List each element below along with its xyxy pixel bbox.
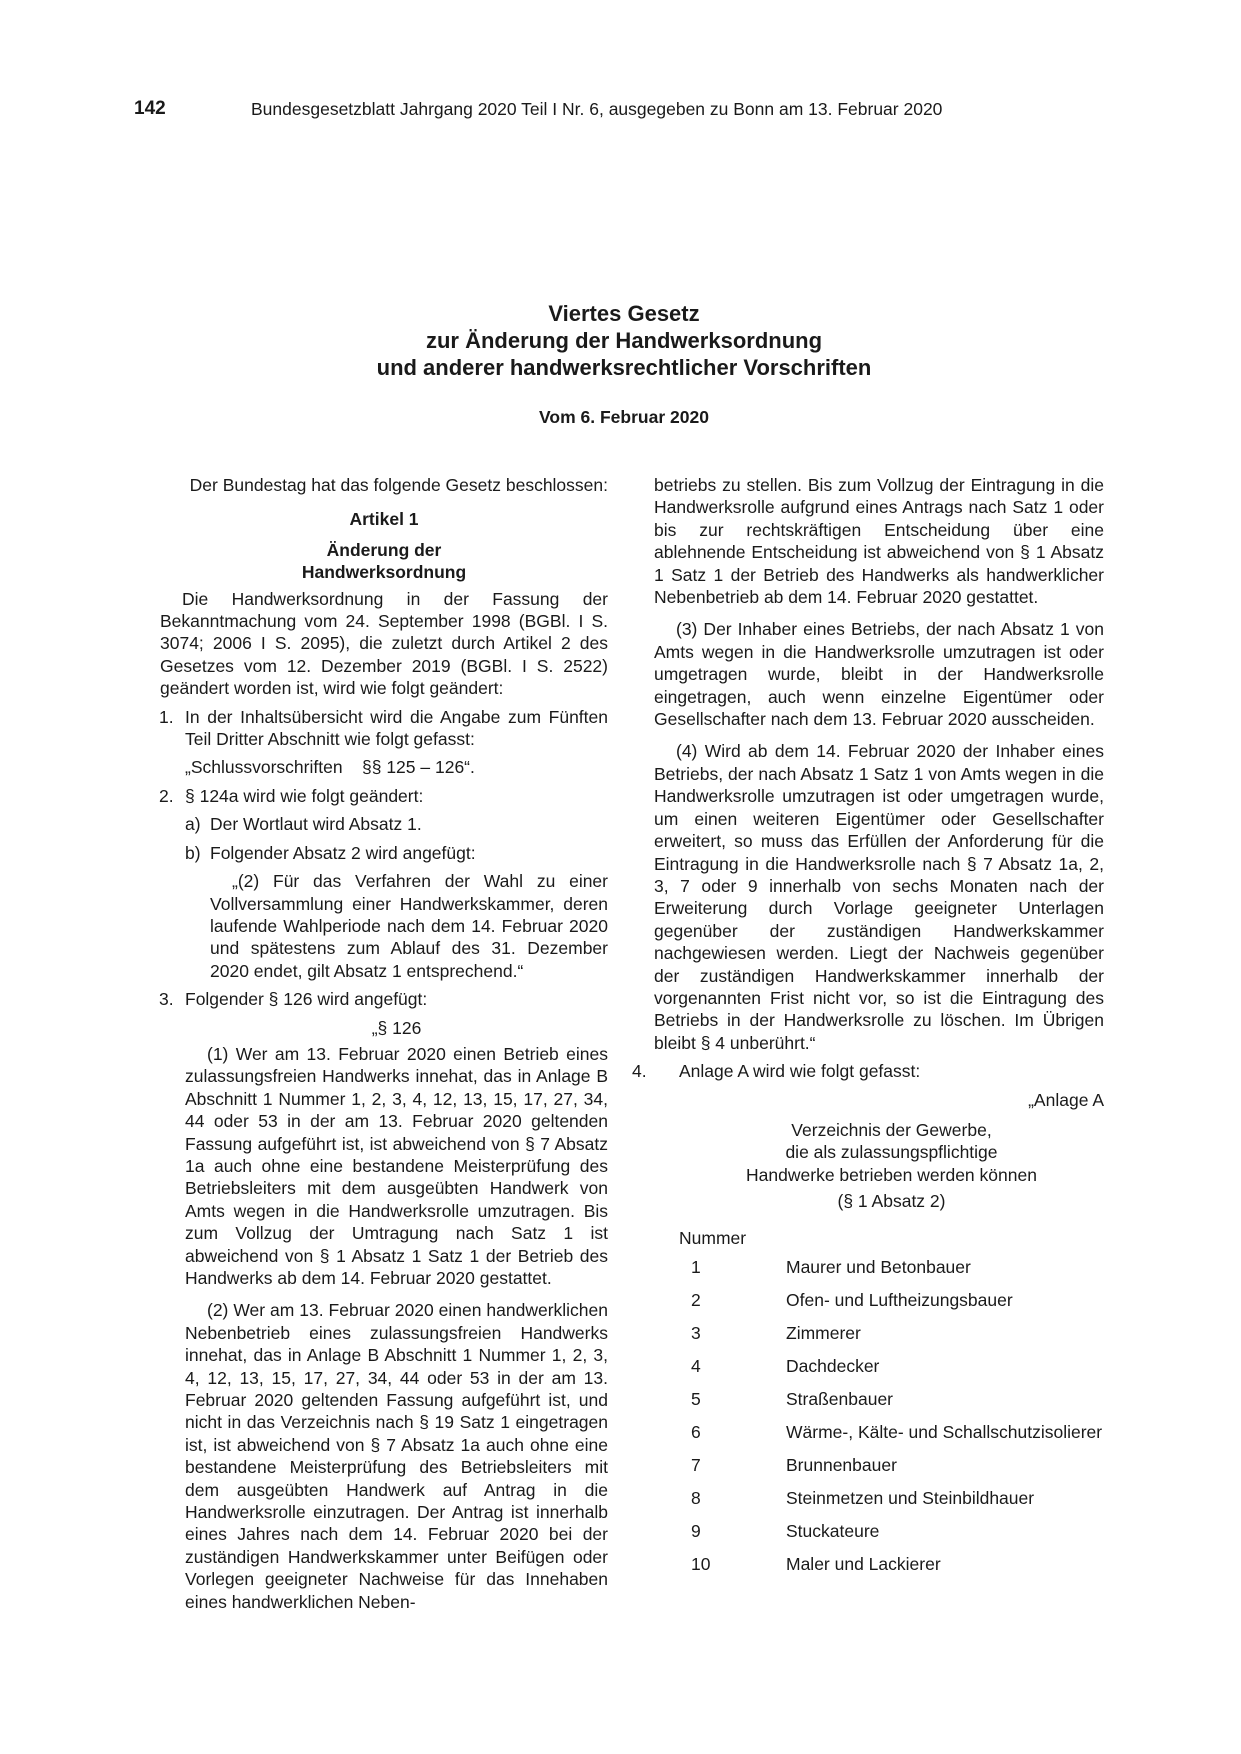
row-number: 10 [691,1554,711,1574]
table-row [679,1388,1102,1421]
row-trade: Maler und Lackierer [786,1554,941,1574]
sub-item-text: Der Wortlaut wird Absatz 1. [210,814,422,835]
row-number: 6 [691,1422,701,1442]
row-trade: Brunnenbauer [786,1455,897,1475]
sub-item [160,813,608,835]
item-number: 3. [159,989,174,1010]
row-number: 4 [691,1356,701,1376]
annex-reference: (§ 1 Absatz 2) [837,1191,946,1212]
law-title [134,300,1114,381]
item-number: 1. [159,706,174,727]
right-column [632,474,1104,1586]
article-title: Artikel 1 [349,509,419,530]
table-row [679,1487,1102,1520]
item-number: 4. [632,1061,647,1082]
sub-item-text: Folgender Absatz 2 wird angefügt: [210,842,476,863]
annex-title-line-2: die als zulassungspflichtige [785,1142,998,1163]
annex-title-line-1: Verzeichnis der Gewerbe, [791,1119,992,1140]
paragraph-3: (3) Der Inhaber eines Betriebs, der nach Absatz 1 von Amts wegen in die Handwerksrolle umzutragen ist oder umgetragen wurde, bleibt in der Handwerksrolle eingetragen, auch wenn einzelne Eigentümer oder Gesellschafter nach dem 13. Februar 2020 ausscheiden. [654,619,1104,730]
title-line-3: und anderer handwerksrechtlicher Vorschriften [376,355,872,380]
table-row [679,1355,1102,1388]
article-intro: Die Handwerksordnung in der Fassung der Bekanntmachung vom 24. September 1998 (BGBl. I S. 3074; 2006 I S. 2095), die zuletzt durch Artikel 2 des Gesetzes vom 12. Dezember 2019 (BGBl. I S. 2522) geändert worden ist, wird wie folgt geändert: [160,588,608,699]
annex-heading: „Anlage A [1028,1089,1104,1110]
paragraph-2: (2) Wer am 13. Februar 2020 einen handwerklichen Nebenbetrieb eines zulassungsfreien Handwerks innehat, das in Anlage B Abschnitt 1 Nummer 1, 2, 3, 4, 12, 13, 15, 17, 27, 34, 44 oder 53 in der am 13. Februar 2020 geltenden Fassung aufgeführt ist, und nicht in das Verzeichnis nach § 19 Satz 1 eingetragen ist, ist abweichend von § 7 Absatz 1a auch ohne eine bestandene Meisterprüfung des Betriebsleiters mit dem ausgeübten Handwerk auf Antrag in die Handwerksrolle einzutragen. Der Antrag ist innerhalb eines Jahres nach dem 14. Februar 2020 bei der zuständigen Handwerkskammer unter Beifügen oder Vorlegen geeigneter Nachweise für das Innehaben eines handwerklichen Neben- [185,1300,608,1612]
title-line-1: Viertes Gesetz [548,301,700,326]
row-trade: Steinmetzen und Steinbildhauer [786,1488,1035,1508]
row-number: 5 [691,1389,701,1409]
sub-item-quote: „(2) Für das Verfahren der Wahl zu einer Vollversammlung einer Handwerkskammer, deren laufende Wahlperiode nach dem 14. Februar 2020 und spätestens zum Ablauf des 31. Dezember 2020 endet, gilt Absatz 1 entsprechend.“ [210,871,608,981]
paragraph-2-continued: betriebs zu stellen. Bis zum Vollzug der Eintragung in die Handwerksrolle aufgrund eines Antrags nach Satz 1 oder bis zur rechtskräftigen Entscheidung über eine ablehnende Entscheidung ist abweichend von § 1 Absatz 1 Satz 1 der Betrieb des Handwerks als handwerklicher Nebenbetrieb ab dem 14. Februar 2020 gestattet. [654,475,1104,608]
row-number: 1 [691,1257,701,1277]
table-row [679,1553,1102,1586]
paragraph-1: (1) Wer am 13. Februar 2020 einen Betrieb eines zulassungsfreien Handwerks innehat, das in Anlage B Abschnitt 1 Nummer 1, 2, 3, 4, 12, 13, 15, 17, 27, 34, 44 oder 53 in der am 13. Februar 2020 geltenden Fassung aufgeführt ist, ist abweichend von § 7 Absatz 1a auch ohne eine bestandene Meisterprüfung des Betriebsleiters mit dem ausgeübten Handwerk von Amts wegen in die Handwerksrolle umzutragen. Bis zum Vollzug der Umtragung nach Satz 1 ist abweichend von § 1 Absatz 1 Satz 1 der Betrieb des Handwerks ab dem 14. Februar 2020 gestattet. [185,1043,608,1288]
row-trade: Wärme-, Kälte- und Schallschutzisolierer [786,1422,1103,1442]
running-head: Bundesgesetzblatt Jahrgang 2020 Teil I Nr. 6, ausgegeben zu Bonn am 13. Februar 2020 [251,99,943,119]
row-number: 3 [691,1323,701,1343]
item-text: Folgender § 126 wird angefügt: [185,989,428,1010]
annex-table [679,1256,1102,1586]
row-trade: Ofen- und Luftheizungsbauer [786,1290,1013,1310]
left-column [160,474,608,1613]
table-row [679,1289,1102,1322]
sub-item [160,842,608,864]
row-number: 9 [691,1521,701,1541]
table-row [679,1256,1102,1289]
article-heading-line-2: Handwerksordnung [301,562,467,583]
table-row [679,1454,1102,1487]
table-row [679,1520,1102,1553]
row-trade: Stuckateure [786,1521,880,1541]
row-trade: Maurer und Betonbauer [786,1257,971,1277]
preamble: Der Bundestag hat das folgende Gesetz beschlossen: [189,475,608,495]
section-heading: „§ 126 [371,1017,422,1038]
row-number: 2 [691,1290,701,1310]
row-trade: Straßenbauer [786,1389,894,1409]
sub-item-letter: b) [185,842,201,863]
item-text: § 124a wird wie folgt geändert: [185,785,424,806]
article-heading-line-1: Änderung der [326,539,442,560]
row-number: 7 [691,1455,701,1475]
page-number: 142 [134,98,166,119]
row-trade: Zimmerer [786,1323,861,1343]
table-row [679,1421,1102,1454]
title-line-2: zur Änderung der Handwerksordnung [425,328,823,353]
list-item [160,706,608,751]
row-number: 8 [691,1488,701,1508]
article-heading [160,539,608,584]
law-date: Vom 6. Februar 2020 [539,407,709,427]
item-quote: „Schlussvorschriften §§ 125 – 126“. [185,757,475,778]
row-trade: Dachdecker [786,1356,880,1376]
list-item [160,988,608,1010]
item-text: In der Inhaltsübersicht wird die Angabe zum Fünften Teil Dritter Abschnitt wie folgt gefasst: [185,706,608,750]
sub-item-letter: a) [185,814,201,835]
list-item [632,1060,1104,1082]
paragraph-4: (4) Wird ab dem 14. Februar 2020 der Inhaber eines Betriebs, der nach Absatz 1 Satz 1 von Amts wegen in die Handwerksrolle umzutragen ist oder umgetragen wurde, um einen weiteren Eigentümer oder Gesellschafter erweitert, so muss das Erfüllen der Anforderung für die Eintragung in die Handwerksrolle nach § 7 Absatz 1a, 2, 3, 7 oder 9 innerhalb von sechs Monaten nach der Erweiterung durch Vorlage geeigneter Unterlagen gegenüber der zuständigen Handwerkskammer nachgewiesen werden. Liegt der Nachweis gegenüber der zuständigen Handwerkskammer innerhalb der vorgenannten Frist nicht vor, so ist die Eintragung des Betriebs in der Handwerksrolle zu löschen. Im Übrigen bleibt § 4 unberührt.“ [654,741,1104,1053]
item-text: Anlage A wird wie folgt gefasst: [679,1061,921,1082]
table-row [679,1322,1102,1355]
item-number: 2. [159,785,174,806]
number-column-label: Nummer [679,1227,747,1248]
annex-title-line-3: Handwerke betrieben werden können [746,1164,1037,1185]
list-item [160,785,608,807]
annex-title [654,1119,1104,1186]
